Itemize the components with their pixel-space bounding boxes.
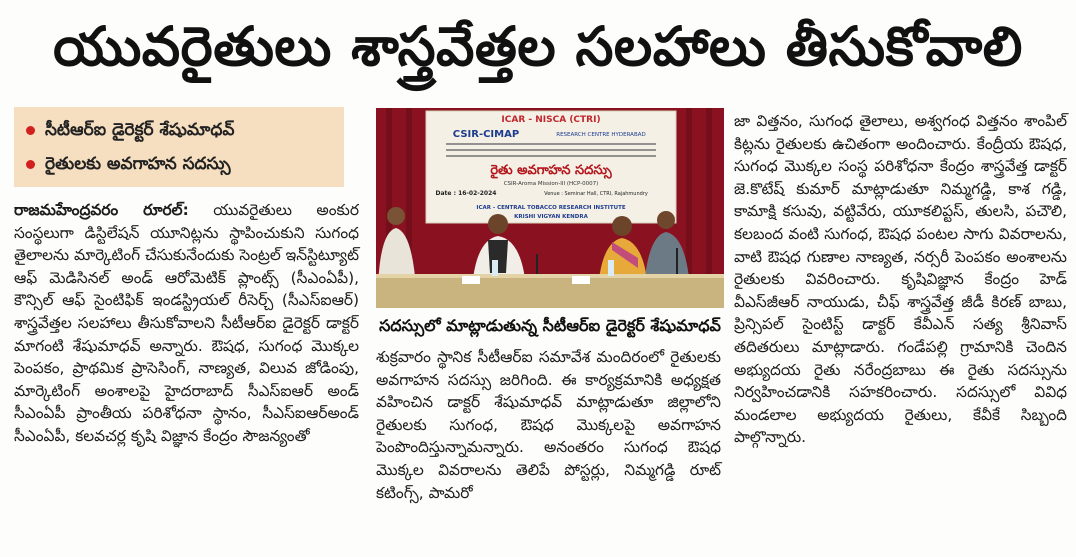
highlight-text: సీటీఆర్‌ఐ డైరెక్టర్‌ శేషుమాధవ్‌ — [45, 120, 235, 140]
dateline: రాజమహేంద్రవరం రూరల్‌: — [14, 201, 189, 219]
article-paragraph: శుక్రవారం స్థానిక సీటీఆర్‌ఐ సమావేశ మందిరంలో రైతులకు అవగాహన సదస్సు జరిగింది. ఈ కార్యక్రమానికి అధ్యక్షత వహించిన డాక్టర్‌ శేషుమాధవ్‌ మాట్లాడుతూ జిల్లాలోని రైతులకు సుగంధ, ఔషధ మొక్కలపై అవగాహన పెంపొందిస్తున్నామన్నారు. అనంతరం సుగంధ ఔషధ మొక్కల వివరాలను తెలిపే పోస్టర్లు, నిమ్మగడ్డి రూట్‌ కటింగ్స్‌, పామరో — [376, 348, 721, 502]
name-card — [572, 276, 590, 284]
banner-title: రైతు అవగాహన సదస్సు — [490, 163, 612, 178]
article-paragraph: జా విత్తనం, సుగంధ తైలాలు, అశ్వగంధ విత్తనం శాంపిల్‌ కిట్లను రైతులకు ఉచితంగా అందించారు. కేంద్రీయ ఔషధ, సుగంధ మొక్కల సంస్థ పరిశోధనా కేంద్రం శాస్త్రవేత్త డాక్టర్‌ జె.కొటేష్‌ కుమార్‌ మాట్లాడుతూ నిమ్మగడ్డి, కాశ గడ్డి, కామాక్షి కసువు, వట్టివేరు, యూకలిప్టస్‌, తులసి, పచౌలి, కలబంద వంటి సుగంధ, ఔషధ పంటల సాగు వివరాలను, వాటి ఔషధ గుణాల నాణ్యత, నర్సరీ పెంపకం అంశాలను రైతులకు వివరించారు. కృషివిజ్ఞాన కేంద్రం హెడ్‌ వీఎస్‌జీఆర్‌ నాయుడు, చీఫ్‌ శాస్త్రవేత్త జీడీ కిరణ్‌ బాబు, ప్రిన్సిపల్‌ సైంటిస్ట్‌ డాక్టర్‌ కేవీఎన్‌ సత్య శ్రీనివాస్‌ తదితరులు మాట్లాడారు. గండేపల్లి గ్రామానికి చెందిన అభ్యుదయ రైతు నరేంద్రబాబు ఈ రైతు సదస్సును నిర్వహించడానికి సహకరించారు. సదస్సులో వివిధ మండలాల అభ్యుదయ రైతులు, కేవీకే సిబ్బంది పాల్గొన్నారు. — [734, 112, 1067, 447]
photo-caption: సదస్సులో మాట్లాడుతున్న సీటీఆర్‌ఐ డైరెక్టర్‌ శేషుమాధవ్‌ — [379, 316, 721, 335]
banner-org: ICAR - CENTRAL TOBACCO RESEARCH INSTITUTE — [476, 205, 626, 211]
article-column-2 — [376, 346, 721, 504]
highlight-text: రైతులకు అవగాహన సదస్సు — [45, 154, 231, 174]
table — [376, 274, 724, 308]
article-paragraph — [14, 199, 359, 448]
bullet-icon — [26, 160, 35, 169]
banner-date: Date : 16-02-2024 — [435, 190, 497, 197]
event-photo — [376, 108, 724, 308]
article-column-1 — [14, 199, 359, 448]
bullet-icon — [26, 126, 35, 135]
banner-venue: Venue : Seminar Hall, CTRI, Rajahmundry — [544, 191, 648, 197]
water-bottle — [492, 260, 498, 276]
water-bottle — [608, 260, 614, 276]
article-column-3 — [734, 110, 1067, 449]
banner-line1: ICAR - NISCA (CTRI) — [501, 115, 601, 125]
banner-line2: CSIR-CIMAP — [452, 129, 520, 140]
headline: యువరైతులు శాస్త్రవేత్తల సలహాలు తీసుకోవాలి — [53, 15, 1023, 78]
article-text: యువరైతులు అంకుర సంస్థలుగా డిస్టిలేషన్‌ యూనిట్లను స్థాపించుకుని సుగంధ తైలాలను మార్కెటింగ్‌ చేసుకునేందుకు సెంట్రల్‌ ఇన్‌స్టిట్యూట్‌ ఆఫ్‌ మెడిసినల్‌ అండ్‌ ఆరోమెటిక్‌ ప్లాంట్స్‌ (సీఎంఏపీ), కౌన్సిల్‌ ఆఫ్‌ సైంటిఫిక్‌ ఇండస్ట్రియల్‌ రీసెర్చ్‌ (సీఎస్‌ఐఆర్‌) శాస్త్రవేత్తల సలహాలు తీసుకోవాలని సీటీఆర్‌ఐ డైరెక్టర్‌ డాక్టర్‌ మాగంటి శేషుమాధవ్‌ అన్నారు. ఔషధ, సుగంధ మొక్కల పెంపకం, ప్రాథమిక ప్రాసెసింగ్‌, నాణ్యత, విలువ జోడింపు, మార్కెటింగ్‌ అంశాలపై హైదరాబాద్‌ సీఎస్‌ఐఆర్‌ అండ్‌ సీఎంఏపీ ప్రాంతీయ పరిశోధనా స్థానం, సీఎస్‌ఐఆర్‌అండ్‌ సీఎంఏపీ, కలవచర్ల కృషి విజ్ఞాన కేంద్రం సౌజన్యంతో — [14, 201, 360, 445]
banner-line3: RESEARCH CENTRE HYDERABAD — [556, 132, 646, 138]
name-card — [462, 276, 480, 284]
banner-mission: CSIR-Aroma Mission-III (HCP-0007) — [503, 181, 599, 187]
banner-kvk: KRISHI VIGYAN KENDRA — [514, 214, 588, 220]
event-photo-illustration — [376, 108, 724, 308]
highlight-item — [26, 147, 332, 181]
highlights-box — [14, 107, 344, 187]
highlight-item — [26, 113, 332, 147]
